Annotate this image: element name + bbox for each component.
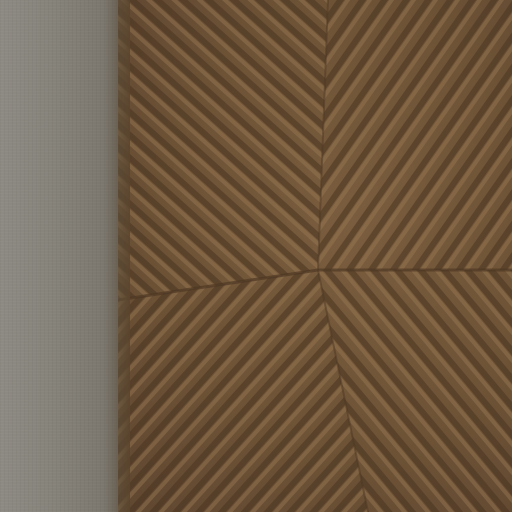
wood-grooves	[118, 0, 512, 512]
wall-panel-edge	[104, 0, 130, 512]
carved-wood-panel	[118, 0, 512, 512]
